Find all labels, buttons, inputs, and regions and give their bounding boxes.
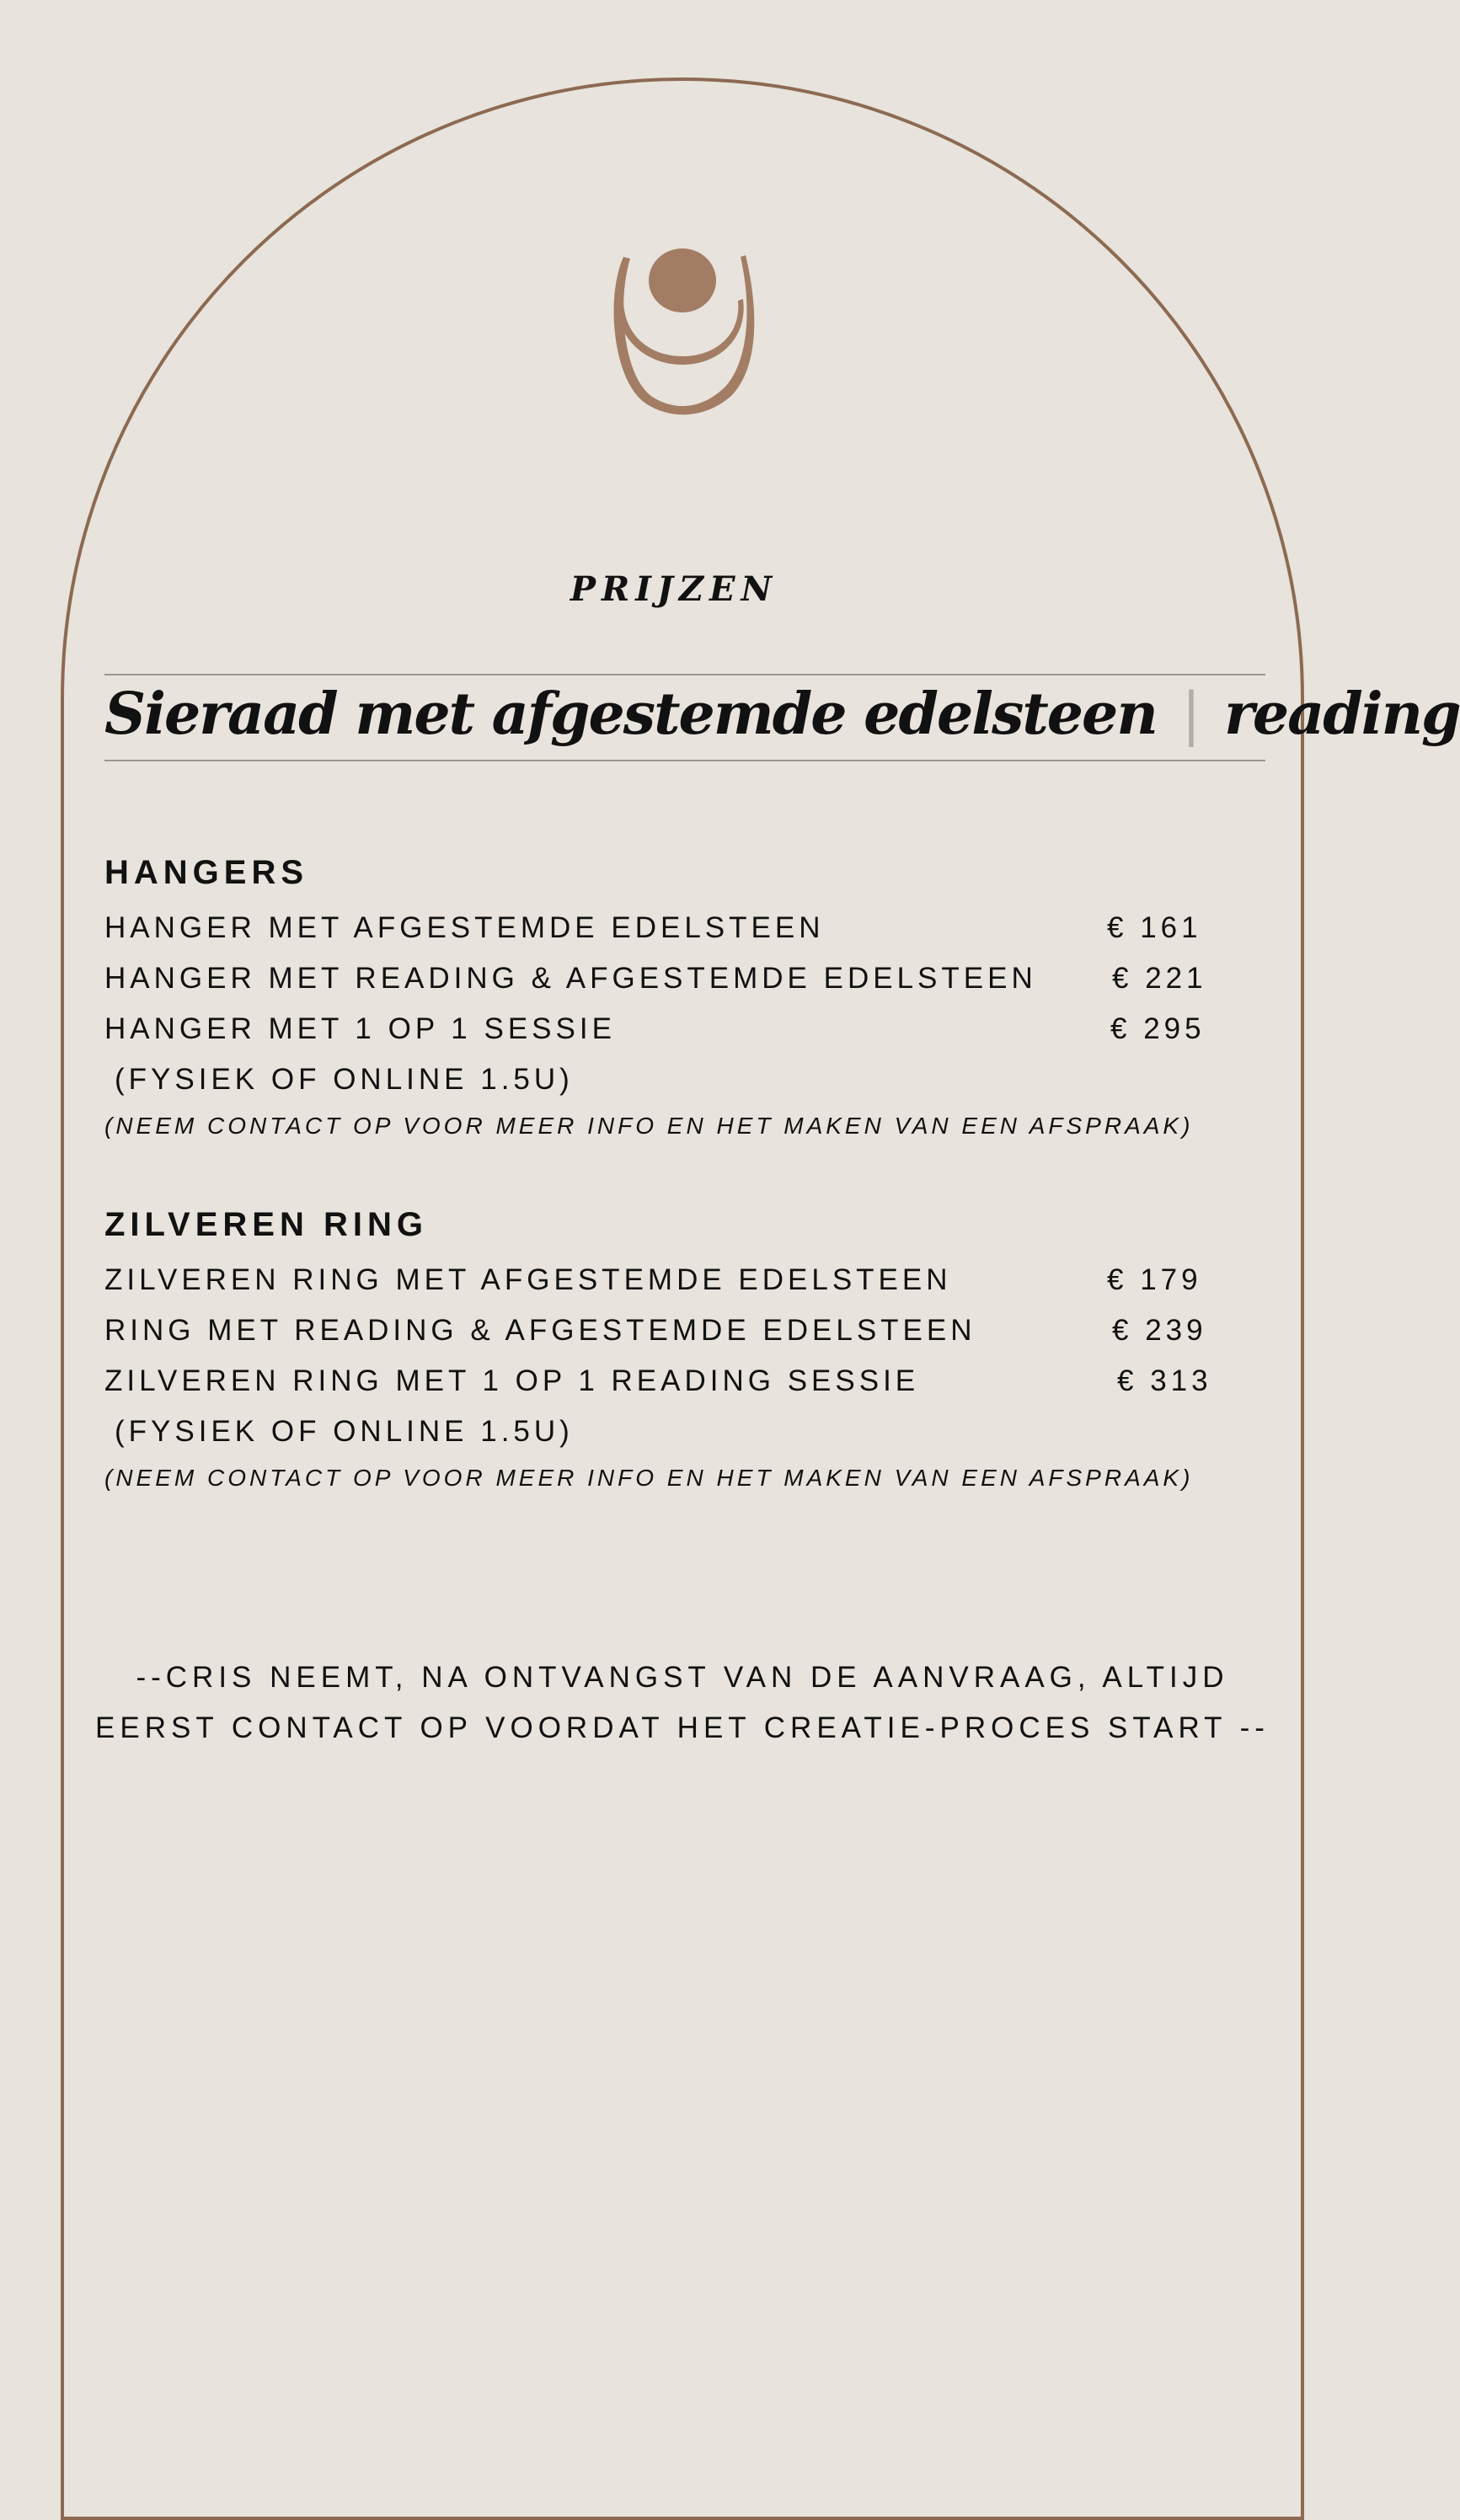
- contact-note: (NEEM CONTACT OP VOOR MEER INFO EN HET MAKEN VAN EEN AFSPRAAK): [104, 1465, 1194, 1491]
- item-price: € 239: [1112, 1314, 1207, 1347]
- price-row: [104, 953, 1284, 1004]
- item-label: HANGER MET AFGESTEMDE EDELSTEEN: [104, 911, 825, 944]
- item-price: € 161: [1107, 911, 1202, 944]
- price-row: [104, 1356, 1284, 1407]
- session-detail: (FYSIEK OF ONLINE 1.5U): [115, 1415, 574, 1448]
- section-heading: ZILVEREN RING: [104, 1206, 428, 1243]
- title-divider-bottom: [104, 760, 1265, 761]
- footer-line-2: EERST CONTACT OP VOORDAT HET CREATIE-PROCES START --: [95, 1711, 1270, 1744]
- item-label: HANGER MET READING & AFGESTEMDE EDELSTEEN: [104, 962, 1037, 995]
- price-row: [104, 1004, 1284, 1054]
- title-separator: |: [1181, 681, 1200, 748]
- contact-note: (NEEM CONTACT OP VOOR MEER INFO EN HET MAKEN VAN EEN AFSPRAAK): [104, 1113, 1194, 1139]
- item-price: € 295: [1110, 1012, 1206, 1045]
- section-heading: HANGERS: [104, 854, 309, 891]
- price-row: [104, 1305, 1284, 1356]
- section-zilveren-ring: [104, 1201, 1284, 1499]
- item-price: € 313: [1117, 1364, 1212, 1397]
- page-title: [104, 681, 1460, 748]
- item-label: RING MET READING & AFGESTEMDE EDELSTEEN: [104, 1314, 976, 1347]
- page-eyebrow: PRIJZEN: [570, 569, 778, 609]
- item-label: ZILVEREN RING MET 1 OP 1 READING SESSIE: [104, 1364, 920, 1397]
- pendant-logo-icon: [598, 240, 767, 434]
- title-divider-top: [104, 674, 1265, 675]
- item-price: € 221: [1112, 962, 1207, 995]
- price-row: [104, 1255, 1284, 1305]
- item-label: HANGER MET 1 OP 1 SESSIE: [104, 1012, 616, 1045]
- title-suffix: reading: [1224, 681, 1460, 748]
- footer-notice: [0, 1652, 1365, 1754]
- price-row: [104, 903, 1284, 953]
- item-label: ZILVEREN RING MET AFGESTEMDE EDELSTEEN: [104, 1263, 952, 1296]
- title-main: Sieraad met afgestemde edelsteen: [104, 681, 1157, 748]
- item-price: € 179: [1107, 1263, 1202, 1296]
- section-hangers: [104, 849, 1284, 1147]
- footer-line-1: --CRIS NEEMT, NA ONTVANGST VAN DE AANVRAAG, ALTIJD: [136, 1661, 1229, 1694]
- session-detail: (FYSIEK OF ONLINE 1.5U): [115, 1063, 574, 1096]
